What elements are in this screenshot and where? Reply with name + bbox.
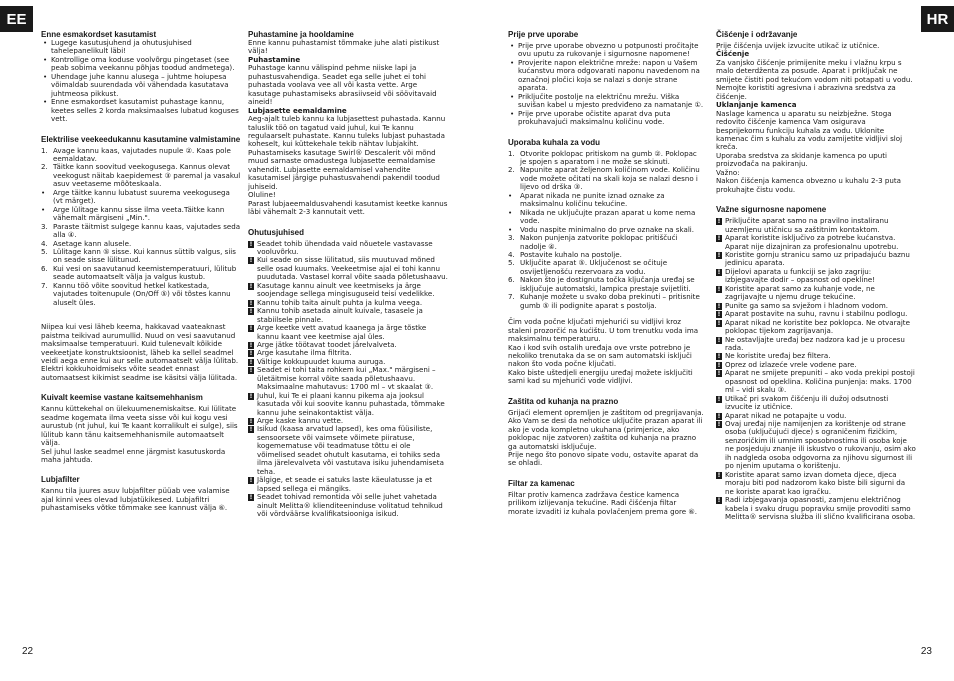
paragraph: Prije nego što ponovo sipate vodu, ostavite aparat da se ohladi. [508, 450, 699, 468]
warning-item: ! Utikač pri svakom čišćenju ili dužoj odsutnosti izvucite iz utičnice. [717, 393, 889, 412]
warning-icon: ! [249, 418, 253, 426]
heading-cleaning-hr: Čišćenje i održavanje [716, 30, 798, 39]
warning-item: ! Kasutage kannu ainult vee keetmiseks ja ärge soojendage sellega mingisuguseid teisi vedelikke. [249, 280, 435, 299]
warning-item: ! Arge jätke töötavat toodet järelvalveta. [249, 339, 397, 349]
list-item: • Uhendage juhe kannu alusega – juhtme hoiupesa võimaldab suurendada või vähendada kasutatava juhtmeosa pikkust. [41, 73, 241, 98]
warning-icon: ! [717, 218, 721, 226]
safety-list-hr [716, 217, 916, 521]
subheading-descaling-hr: Uklanjanje kamenca [716, 100, 797, 110]
warning-item: ! Arge kaske kannu vette. [249, 416, 344, 426]
heading-filter-hr: Filtar za kamenac [508, 478, 575, 488]
warning-item: ! Dijelovi aparata u funkciji se jako zagriju: izbjegavajte dodir – opasnost od opekline! [717, 266, 876, 285]
heading-cleaning: Puhastamine ja hooldamine [248, 30, 354, 39]
warning-item: ! Seadet tohib ühendada vaid nõuetele vastavasse vooluvõrku. [249, 238, 433, 256]
column-hr-right [716, 30, 916, 521]
warning-item: ! Punite ga samo sa svježom i hladnom vodom. [717, 300, 889, 310]
heading-first-use-hr: Prije prve uporabe [508, 30, 579, 39]
list-item: • Prije prve uporabe očistite aparat dva puta prokuhavajući maksimalnu količinu vode. [508, 110, 704, 127]
column-ee-right [248, 30, 448, 518]
heading-dry-boil-hr: Zaštita od kuhanja na prazno [508, 396, 619, 406]
warning-icon: ! [717, 302, 721, 310]
warning-item: ! Aparat nikad ne koristite bez poklopca. Ne otvarajte poklopac tijekom zagrijavanja. [717, 317, 910, 336]
warning-icon: ! [249, 240, 253, 248]
list-item: • Enne esmakordset kasutamist puhastage kannu, keetes selles 2 korda maksimaalses lubatud koguses vett. [41, 98, 241, 123]
warning-item: ! Arge kasutahe ilma filtrita. [249, 348, 352, 358]
paragraph: Nakon čišćenja kamenca obvezno u kuhalu 2-3 puta prokuhajte čistu vodu. [716, 176, 901, 194]
list-item: • Arge lülitage kannu sisse ilma veeta.Täitke kann vähemalt märgiseni „Min.". [41, 204, 225, 223]
warning-item: ! Seadet tohivad remontida või selle juhet vahetada ainult Melitta® klienditeenindusе volitatud tehnikud või vördväärse kvalifikatsiooniga isikud. [249, 492, 443, 519]
list-item: 7. Kannu töö võite soovitud hetkel katkestada, vajutades toitenupule (On/Off ⑤) või tõstes kannu aluselt üles. [41, 280, 231, 307]
paragraph: Čim voda počne ključati mjehurići su vidljivi kroz staleni prozorčić na kućištu. U tom trenutku voda ima maksimalnu temperaturu. [508, 317, 699, 344]
warning-icon: ! [717, 412, 721, 420]
paragraph: Sel juhul laske seadmel enne järgmist kasutuskorda maha jahtuda. [41, 446, 226, 465]
heading-first-use: Enne esmakordset kasutamist [41, 30, 157, 39]
warning-item: ! Kannu tohib taita ainult puhta ja kulma veega. [249, 297, 423, 307]
paragraph: Kao i kod svih ostalih uređaja ove vrste potrebno je nekoliko trenutaka da se on sam automatski isključi nakon što voda počne ključati. [508, 342, 692, 369]
paragraph: Niipea kui vesi lähеb keema, hakkavad vaateaknast paistma teikivad aurumullid. Nuud on vesi saavutanud maksimaalse temperatuuri. Kuid tulenevalt kõikide veekeetjate konstruktsioonist, lähеb ka sellel seadmel veidi aega enne kui aur selle automaatselt välja lülitab. Elektri kokkuhoidmiseks võite seadet ennast automaatsest kikimist seadme ise käsitsi välja lülitada. [41, 322, 239, 382]
paragraph: Puhastage kannu välispind pehme niiske lapi ja puhastusvahendiga. Seadet ega selle juhet ei tohi puhastada voolava vee all või kasta vette. Arge kasutage puhastamiseks abrasiivseid või söövitavaid aineid! [248, 63, 437, 107]
warning-icon: ! [717, 361, 721, 369]
warning-icon: ! [717, 497, 721, 505]
list-item: 4. Asetage kann alusele. [41, 238, 132, 248]
list-item: 6. Nakon što je dostignuta točka ključanja uređaj se isključuje automatski, lampica prestaje svijetliti. [508, 275, 695, 293]
warning-item: ! Seadet ei tohi taita rohkem kui „Max." märgiseni – ületäitmise korral võite saada põletushaavu. Maksimaalne mahutavus: 1700 ml – vt skaalat ③. [249, 365, 436, 392]
usage-steps-hr [508, 150, 704, 311]
list-item: • Aparat nikada ne punite iznad oznake za maksimalnu količinu tekućine. [508, 190, 665, 209]
warning-icon: ! [717, 268, 721, 276]
warning-item: ! Vältige kokkupuudet kuuma auruga. [249, 356, 386, 366]
paragraph: Kannu küttekehal on ülekuumenemiskaitse. Kui lülitate seadme kogemata ilma veeta sisse või kui kogu vesi aurustub (nt juhul, kui Te kaant korralikult ei sulge), siis lülitub kann tänu kaitsemehhanismile automaatselt välja. [41, 404, 238, 448]
language-tab-hr: HR [921, 6, 954, 32]
list-item: 4. Postavite kuhalo na postolje. [508, 249, 622, 259]
list-item: 5. Lülitage kann ⑤ sisse. Kui kannus süttib valgus, siis on seade sisse lülitunud. [41, 246, 236, 265]
column-hr-left [508, 30, 704, 516]
list-item: 3. Nakon punjenja zatvorite poklopac pritiščući nadolje ④. [508, 233, 678, 251]
paragraph: Parast lubjaeemaldusvahendi kasutamist keetke kannus läbi vähemalt 2-3 kannutait vett. [248, 198, 448, 217]
warning-icon: ! [249, 392, 253, 400]
heading-safety: Ohutusjuhised [248, 227, 304, 237]
warning-icon: ! [717, 336, 721, 344]
heading-dry-boil-protection: Kuivalt keemise vastane kaitsemehhanism [41, 393, 203, 403]
subheading-descaling: Lubjasette eemaldamine [248, 105, 347, 115]
usage-steps [41, 147, 241, 308]
warning-icon: ! [717, 353, 721, 361]
list-item: 2. Napunite aparat željenom količinom vode. Količinu vode možete očitati na skali koja se nalazi desno i lijevo od drška ③. [508, 165, 700, 192]
heading-safety-hr: Važne sigurnosne napomene [716, 205, 827, 215]
list-item: 3. Paraste täitmist sulgege kannu kaas, vajutades seda alla ④. [41, 221, 241, 240]
warning-item: ! Juhul, kui Te ei plaani kannu pikema aja jooksul kasutada või kui soovite kannu puhastada, tõmmake kannu juhe seinakontaktist välja. [249, 390, 445, 417]
subheading-cleaning: Puhastamine [248, 54, 301, 64]
list-item: 7. Kuhanje možete u svako doba prekinuti – pritisnite gumb ⑤ ili podignite aparat s postolja. [508, 292, 700, 310]
warning-icon: ! [249, 367, 253, 375]
warning-icon: ! [249, 299, 253, 307]
warning-icon: ! [717, 471, 721, 479]
paragraph: Uporaba sredstva za skidanje kamenca po uputi proizvođača na pakiranju. [716, 150, 887, 169]
paragraph: Kannu tila juures asuv lubjafilter püüab vee valamise ajal kinni vees olevad lubjatükikesed. Lubjafiltri puhastamiseks võtke tõmmake see kannust välja ⑥. [41, 486, 230, 513]
warning-icon: ! [249, 308, 253, 316]
list-item: • Nikada ne uključujte prazan aparat u kome nema vode. [508, 207, 696, 226]
warning-item: ! Aparat nikad ne potapajte u vodu. [717, 410, 847, 420]
warning-icon: ! [249, 325, 253, 333]
warning-icon: ! [717, 285, 721, 293]
list-item: 5. Uključite aparat ⑤. Uključenost se očituje osvijetljenošću rezervoara za vodu. [508, 258, 668, 276]
list-item: • Provjerite napon električne mreže: napon u Vašem kućanstvu mora odgovarati naponu navedenom na označnoj pločici koja se nalazi s donje strane aparata. [508, 59, 704, 93]
page-number-left: 22 [22, 646, 34, 657]
warning-item: ! Priključite aparat samo na pravilno instaliranu uzemljenu utičnicu sa zaštitnim kontaktom. [717, 216, 889, 234]
list-item: • Arge täitke kannu lubatust suurema veekogusega (vt märget). [41, 187, 230, 206]
language-tab-ee: EE [0, 6, 33, 32]
list-item: • Lugege kasutusjuhend ja ohutusjuhised tahelepanelikult läbi! [41, 39, 241, 56]
warning-icon: ! [249, 358, 253, 366]
first-use-list [41, 39, 241, 124]
first-use-list-hr [508, 42, 704, 127]
warning-icon: ! [717, 319, 721, 327]
warning-item: ! Ne ostavljajte uređaj bez nadzora kad je u procesu rada. [717, 334, 905, 352]
page-number-right: 23 [920, 646, 932, 657]
warning-item: ! Ne koristite uređaj bez filtera. [717, 351, 831, 361]
paragraph: Kako biste uštedjeli energiju uređaj možete isključiti sami kad su mjehurići vode vidljivi. [508, 367, 693, 386]
warning-item: ! Oprez od izlazeće vrele vodene pare. [717, 359, 857, 369]
warning-item: ! Jälgige, et seade ei satuks laste käeulatusse ja et lapsed sellega ei mängiks. [249, 475, 433, 493]
warning-icon: ! [249, 477, 253, 485]
warning-icon: ! [717, 251, 721, 259]
paragraph: Za vanjsko čišćenje primijenite meku i vlažnu krpu s malo deterdženta za posude. Aparat i priključak ne smijete čistiti pod tekućom vodom niti potapati u vodu. Nemojte koristiti agresivna i abrazivna sredstva za čišćenje. [716, 57, 913, 101]
paragraph: Grijaći element opremljen je zaštitom od pregrijavanja. Ako Vam se desi da nehotice uključite prazan aparat ili ako je voda kompletno ukuhana (primjerice, ako poklopac nije zatvoren) zaštita od kuhanja na prazno ga automatski isključuje. [508, 407, 704, 451]
warning-icon: ! [249, 350, 253, 358]
heading-limescale-filter: Lubjafilter [41, 475, 80, 485]
paragraph: Važno: [716, 167, 740, 177]
warning-item: ! Aparat koristite isključivo za potrebe kućanstva. Aparat nije dizajniran za profesionalnu upotrebu. [717, 233, 899, 251]
warning-icon: ! [249, 282, 253, 290]
paragraph: Enne kannu puhastamist tõmmake juhe alati pistikust välja! [248, 38, 440, 56]
warning-icon: ! [717, 311, 721, 319]
warning-item: ! Isikud (kaasa arvatud lapsed), kes oma füüsiliste, sensoorsete või vaimsete võimete piiratuse, kogemematuse või teadmatuse tõttu ei ole võimelised seadet ohutult kasutama, ei tohiks seda ilma järelevalveta või vastutava isiku juhendamiseta teha. [249, 424, 444, 476]
list-item: • Kontrollige oma koduse voolvõrgu pingetaset (see peab sobima veekannu põhjas toodud andmetega). [41, 56, 241, 73]
paragraph: Aeg-ajalt tuleb kannu ka lubjasettest puhastada. Kannu taluslik töö on tagatud vaid juhul, kui Te kannu regulaarselt puhastate. Kannu tuleks lubjast puhastada koheselt, kui küttekehale tekib nähtav lubjakiht. Puhastamiseks kasutage Swirl® Descalerit või mõnd muud sarnaste omadustega lubjasette eemaldamise vahendit. Lubjasette eemaldamisel vahendite kasutamisel järgige puhastusvahendi pakendil toodud juhiseid. [248, 114, 446, 191]
safety-list [248, 240, 448, 519]
list-item: • Priključite postolje na električnu mrežu. Viška suvišan kabel u mjesto predviđeno za namatanje ①. [508, 93, 704, 110]
warning-item: ! Ovaj uređaj nije namijenjen za korištenje od strane osoba (uključujući djece) s ograničenim fizičkim, senzoričkim ili umnim sposobnostima ili osoba koje ne posjeduju znanje ili iskustvo o rukovanju, osim ako ih nadgleda osoba odgovorna za njihovu sigurnost ili po njenim uputama o korištenju. [717, 419, 916, 471]
list-item: 1. Avage kannu kaas, vajutades nupule ②. Kaas pole eemaldatav. [41, 145, 231, 163]
warning-icon: ! [249, 426, 253, 434]
warning-icon: ! [249, 341, 253, 349]
warning-item: ! Aparat ne smijete prepuniti – ako voda prekipi postoji opasnost od opeklina. Količina punjenja: maks. 1700 ml – vidi skalu ③. [717, 368, 915, 395]
list-item: • Vodu naspite minimalno do prve oznake na skali. [508, 224, 695, 234]
subheading-cleaning-hr: Čišćenje [716, 49, 750, 59]
paragraph: Oluline! [248, 190, 276, 200]
column-ee-left [41, 30, 241, 513]
warning-icon: ! [717, 421, 721, 429]
warning-icon: ! [249, 257, 253, 265]
warning-item: ! Arge keetke vett avatud kaanega ja ärge tõstke kannu kaant vee keetmise ajal üles. [249, 323, 427, 341]
warning-icon: ! [717, 395, 721, 403]
warning-item: ! Koristite gornju stranicu samo uz pripadajuću baznu jedinicu aparata. [717, 249, 910, 268]
warning-icon: ! [717, 370, 721, 378]
paragraph: Naslage kamenca u aparatu su neizbježne. Stoga redovito čišćenje kamenca Vam osigurava besprijekornu funkciju kuhala za vodu. Uklonite kamenac čim s kuhalu za vodu zamijetite vidljivi sloj kreča. [716, 108, 903, 152]
warning-item: ! Kannu tohib asetada ainult kuivale, tasasele ja stabiilsele pinnale. [249, 306, 423, 324]
list-item: • Prije prve uporabe obvezno u potpunosti pročitajte ovu uputu za rukovanje i sigurnosne napomene! [508, 42, 704, 59]
warning-item: ! Koristite aparat samo izvan dometa djece, djeca moraju biti pod nadzorom kako biste bili sigurni da ne koriste aparat kao igračku. [717, 469, 906, 496]
warning-item: ! Radi izbjegavanja opasnosti, zamjenu električnog kabela i svaku drugu popravku smije provoditi samo Melitta® servisna služba ili slično kvalificirana osoba. [717, 495, 916, 522]
list-item: 6. Kui vesi on saavutanud keemistemperatuuri, lülitub seade automaatselt välja ja valgus kustub. [41, 263, 237, 282]
warning-icon: ! [717, 235, 721, 243]
warning-icon: ! [249, 494, 253, 502]
list-item: 2. Täitke kann soovitud veekogusega. Kannus olevat veekogust näitab kaepidemest ③ paremal ja vasakul asuv veetaseme mõõteskaala. [41, 162, 241, 189]
warning-item: ! Kui seade on sisse lülitatud, siis muutuvad mõned selle osad kuumaks. Veekeetmise ajal ei tohi kannu puudutada. Vastasel korral võite saada põletushaavu. [249, 255, 448, 282]
warning-item: ! Koristite aparat samo za kuhanje vode, ne zagrijavajte u njemu druge tekućine. [717, 283, 875, 302]
paragraph: Prije čišćenja uvijek izvucite utikač iz utičnice. [716, 41, 880, 50]
heading-usage: Elektrilise veekeedukannu kasutamine valmistamine [41, 134, 241, 144]
list-item: 1. Otvorite poklopac pritiskom na gumb ②. Poklopac je spojen s aparatom i ne može se skinuti. [508, 148, 697, 166]
warning-item: ! Aparat postavite na suhu, ravnu i stabilnu podlogu. [717, 309, 908, 319]
heading-usage-hr: Uporaba kuhala za vodu [508, 137, 601, 147]
paragraph: Filtar protiv kamenca zadržava čestice kamenca prilikom izlijevanja tekućine. Radi čišćenja filtar morate izvaditi iz kuhala povlačenjem prema gore ⑥. [508, 489, 697, 516]
